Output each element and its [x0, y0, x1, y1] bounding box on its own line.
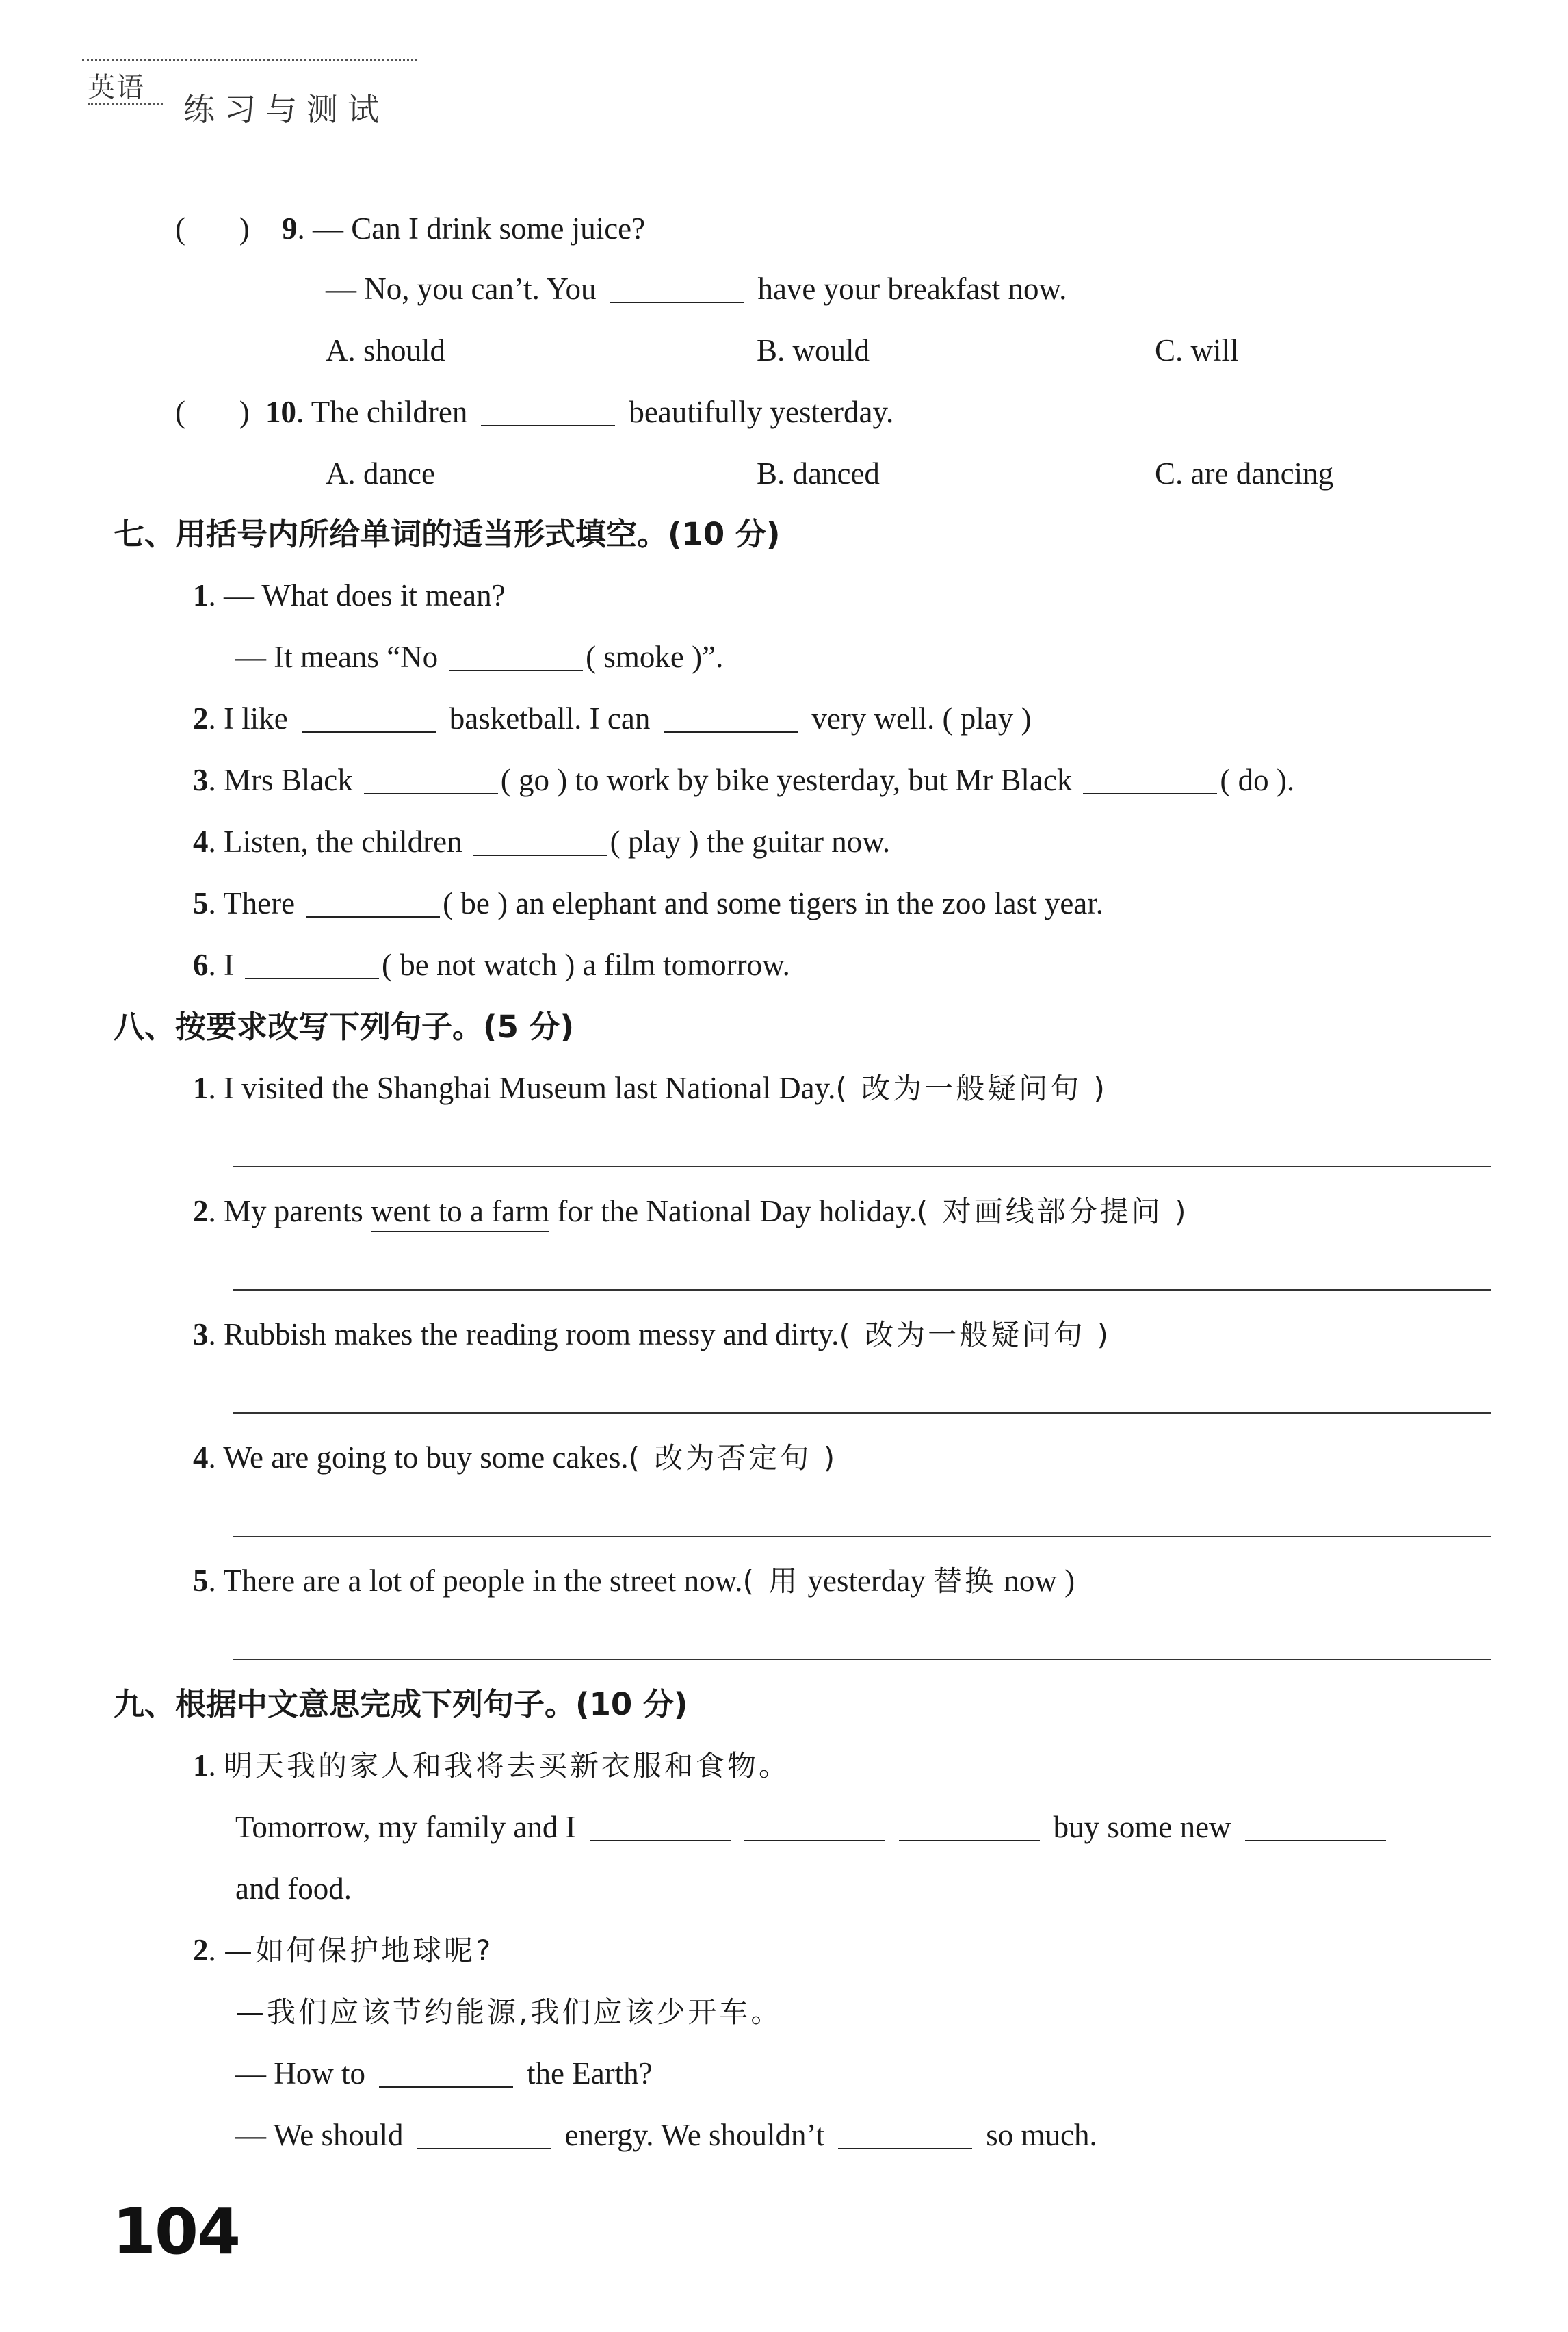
answer-line-5[interactable] [233, 1659, 1491, 1660]
fill-blank[interactable] [610, 276, 744, 303]
item-number: 3 [193, 1317, 209, 1351]
fill-blank[interactable] [473, 829, 607, 856]
sec7-item-2: 2. I like basketball. I can very well. ( play ) [193, 701, 1032, 736]
item-number: 4 [193, 825, 209, 859]
item-instruction: ( 对画线部分提问 ) [917, 1195, 1189, 1228]
section-9-title: 九、根据中文意思完成下列句子。(10 分) [114, 1686, 688, 1722]
question-text: — No, you can’t. You [326, 272, 597, 306]
item-instruction: ( 改为否定句 ) [628, 1441, 838, 1475]
fill-blank[interactable] [899, 1814, 1040, 1841]
item-number: 2 [193, 701, 209, 736]
underlined-phrase: went to a farm [371, 1194, 549, 1232]
header-title: 练习与测试 [183, 91, 389, 128]
item-text: energy. We shouldn’t [564, 2118, 825, 2152]
question-number: 9 [282, 211, 298, 246]
answer-paren-10[interactable]: ( ) [175, 395, 250, 429]
question-9-response [326, 274, 1067, 305]
sec7-item-1-response [235, 642, 723, 673]
option-b[interactable]: B. danced [757, 456, 880, 491]
sec8-item-1: 1. I visited the Shanghai Museum last National Day.( 改为一般疑问句 ) [193, 1071, 1108, 1105]
item-text: Mrs Black [224, 763, 353, 797]
fill-blank[interactable] [744, 1814, 885, 1841]
fill-blank[interactable] [481, 399, 615, 426]
answer-line-1[interactable] [233, 1166, 1491, 1167]
fill-blank[interactable] [302, 705, 436, 733]
sec9-item-2-en1 [235, 2058, 653, 2089]
item-text: I like [224, 701, 288, 736]
header-dotted-rule [82, 59, 417, 61]
sec8-item-3: 3. Rubbish makes the reading room messy and dirty.( 改为一般疑问句 ) [193, 1317, 1111, 1351]
item-text: buy some new [1053, 1810, 1231, 1844]
option-c[interactable]: C. will [1155, 333, 1239, 367]
fill-blank[interactable] [838, 2122, 972, 2149]
header-subject: 英语 [88, 72, 145, 103]
item-text: very well. ( play ) [811, 701, 1032, 736]
fill-blank[interactable] [590, 1814, 731, 1841]
answer-line-2[interactable] [233, 1289, 1491, 1291]
item-instruction: now ) [1004, 1564, 1075, 1598]
item-instruction: ( 改为一般疑问句 ) [839, 1318, 1111, 1351]
header-subject-underline [88, 103, 163, 105]
sec9-item-1-en-cont: and food. [235, 1871, 352, 1906]
sec7-item-5: 5. There ( be ) an elephant and some tigers in the zoo last year. [193, 886, 1104, 920]
fill-blank[interactable] [379, 2060, 513, 2088]
sec7-item-3: 3. Mrs Black ( go ) to work by bike yesterday, but Mr Black ( do ). [193, 763, 1295, 797]
item-instruction: yesterday [807, 1564, 926, 1598]
sec9-item-2-en2 [235, 2120, 1097, 2151]
sec9-item-2-cn1: 2. —如何保护地球呢? [193, 1933, 494, 1967]
question-10: 10. The children beautifully yesterday. [265, 395, 894, 429]
item-text: for the National Day holiday. [557, 1194, 917, 1228]
question-number: 10 [265, 395, 296, 429]
answer-paren-9[interactable]: ( ) [175, 211, 250, 246]
question-text: have your breakfast now. [757, 272, 1067, 306]
item-instruction: ( 改为一般疑问句 ) [835, 1072, 1108, 1105]
answer-line-4[interactable] [233, 1536, 1491, 1537]
option-b[interactable]: B. would [757, 333, 870, 367]
question-text: beautifully yesterday. [629, 395, 894, 429]
item-text: — What does it mean? [224, 578, 506, 612]
sec9-item-1-cn: 1. 明天我的家人和我将去买新衣服和食物。 [193, 1748, 791, 1783]
fill-blank[interactable] [245, 952, 379, 979]
item-instruction: ( 用 [742, 1564, 800, 1598]
question-text: The children [311, 395, 468, 429]
option-c[interactable]: C. are dancing [1155, 456, 1334, 491]
option-a[interactable]: A. dance [326, 456, 435, 491]
sec8-item-2: 2. My parents went to a farm for the National Day holiday.( 对画线部分提问 ) [193, 1196, 1189, 1227]
item-number: 2 [193, 1933, 209, 1967]
question-9: 9. — Can I drink some juice? [282, 211, 646, 246]
item-chinese: —如何保护地球呢? [224, 1934, 494, 1967]
option-a[interactable]: A. should [326, 333, 446, 367]
fill-blank[interactable] [449, 644, 583, 671]
item-number: 1 [193, 1748, 209, 1783]
question-text: — Can I drink some juice? [313, 211, 646, 246]
sec7-item-4: 4. Listen, the children ( play ) the guitar now. [193, 825, 891, 859]
item-number: 3 [193, 763, 209, 797]
item-number: 6 [193, 948, 209, 982]
item-number: 4 [193, 1440, 209, 1475]
item-text: ( do ). [1220, 763, 1295, 797]
fill-blank[interactable] [1083, 767, 1217, 794]
item-text: the Earth? [527, 2056, 653, 2090]
item-text: I visited the Shanghai Museum last National Day. [224, 1071, 836, 1105]
item-number: 5 [193, 886, 209, 920]
sec8-item-4: 4. We are going to buy some cakes.( 改为否定句 ) [193, 1440, 838, 1475]
page-number: 104 [112, 2195, 240, 2268]
item-text: ( play ) the guitar now. [610, 825, 891, 859]
item-number: 2 [193, 1194, 209, 1228]
sec9-item-1-en [235, 1812, 1400, 1843]
item-text: We are going to buy some cakes. [223, 1440, 629, 1475]
fill-blank[interactable] [1245, 1814, 1386, 1841]
item-text: — It means “No [235, 640, 439, 674]
sec9-item-2-cn2 [235, 1997, 782, 2027]
fill-blank[interactable] [417, 2122, 551, 2149]
sec8-item-5: 5. There are a lot of people in the street now.( 用 yesterday 替换 now ) [193, 1564, 1075, 1598]
fill-blank[interactable] [664, 705, 798, 733]
item-number: 5 [193, 1564, 209, 1598]
fill-blank[interactable] [364, 767, 498, 794]
item-number: 1 [193, 1071, 209, 1105]
item-text: ( smoke )”. [586, 640, 724, 674]
item-text: ( be not watch ) a film tomorrow. [382, 948, 790, 982]
item-number: 1 [193, 578, 209, 612]
item-text: — How to [235, 2056, 365, 2090]
item-text: — We should [235, 2118, 404, 2152]
item-text: There are a lot of people in the street now. [223, 1564, 743, 1598]
answer-line-3[interactable] [233, 1412, 1491, 1414]
fill-blank[interactable] [306, 890, 440, 918]
item-text: Rubbish makes the reading room messy and dirty. [224, 1317, 839, 1351]
section-7-title: 七、用括号内所给单词的适当形式填空。(10 分) [114, 516, 781, 552]
item-text: ( be ) an elephant and some tigers in the zoo last year. [443, 886, 1104, 920]
item-chinese: 明天我的家人和我将去买新衣服和食物。 [224, 1749, 791, 1783]
item-text: ( go ) to work by bike yesterday, but Mr Black [500, 763, 1073, 797]
item-text: basketball. I can [449, 701, 651, 736]
item-text: Tomorrow, my family and I [235, 1810, 576, 1844]
item-text: Listen, the children [224, 825, 462, 859]
sec7-item-6: 6. I ( be not watch ) a film tomorrow. [193, 948, 790, 982]
item-text: I [224, 948, 234, 982]
item-text: There [223, 886, 296, 920]
item-chinese: —我们应该节约能源,我们应该少开车。 [235, 1995, 783, 2029]
item-instruction: 替换 [933, 1564, 997, 1598]
section-8-title: 八、按要求改写下列句子。(5 分) [114, 1009, 575, 1045]
item-text: so much. [986, 2118, 1097, 2152]
sec7-item-1: 1. — What does it mean? [193, 578, 506, 612]
item-text: My parents [224, 1194, 363, 1228]
